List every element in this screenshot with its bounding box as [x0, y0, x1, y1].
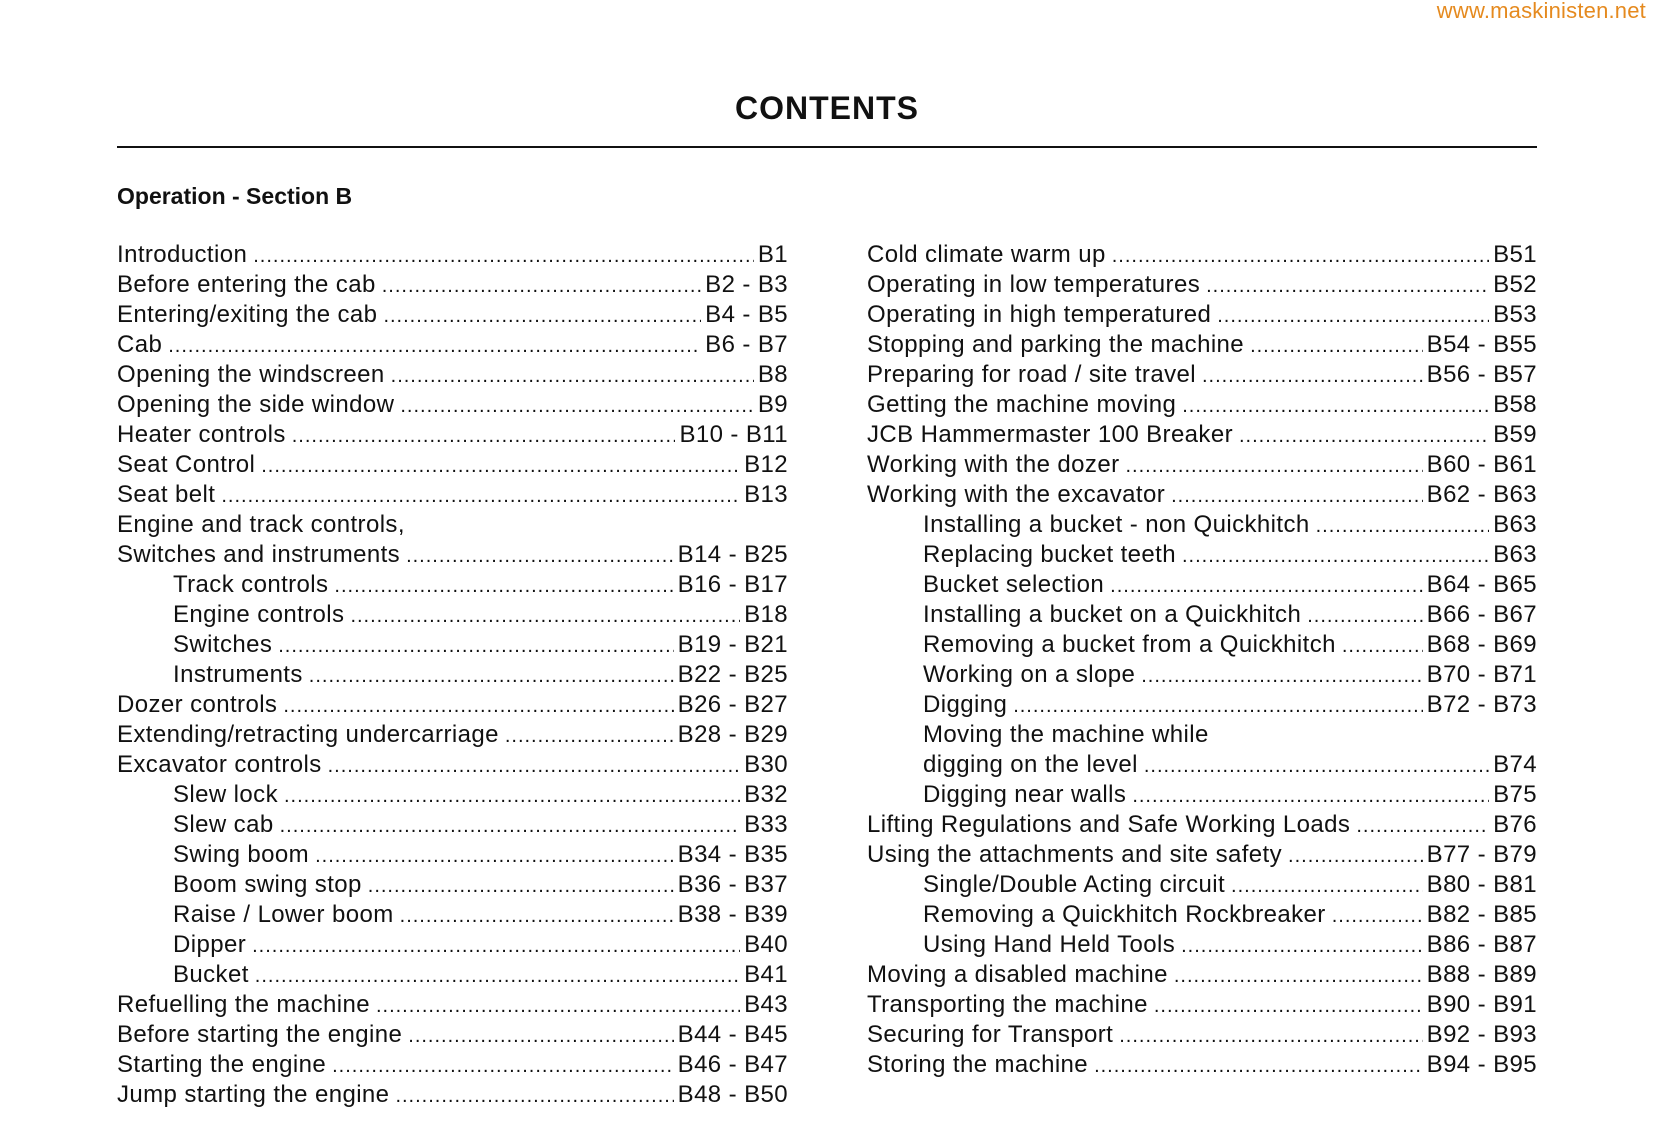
toc-entry-label: Slew cab — [173, 811, 274, 838]
toc-entry[interactable] — [117, 300, 788, 330]
dot-leader — [1342, 630, 1423, 661]
toc-entry[interactable] — [117, 750, 788, 780]
toc-entry-page: B77 - B79 — [1426, 841, 1537, 868]
toc-entry-page: B80 - B81 — [1426, 871, 1537, 898]
dot-leader — [1239, 420, 1489, 451]
dot-leader — [1316, 510, 1489, 541]
toc-entry-label: Jump starting the engine — [117, 1081, 390, 1108]
dot-leader — [505, 720, 674, 751]
toc-entry-page: B36 - B37 — [677, 871, 788, 898]
dot-leader — [395, 1080, 673, 1111]
toc-entry[interactable] — [867, 840, 1537, 870]
toc-entry-label: Working on a slope — [923, 661, 1136, 688]
toc-entry-page: B6 - B7 — [705, 331, 788, 358]
toc-entry-page: B34 - B35 — [677, 841, 788, 868]
toc-entry[interactable] — [117, 450, 788, 480]
toc-entry-page: B28 - B29 — [677, 721, 788, 748]
toc-entry-label: Securing for Transport — [867, 1021, 1114, 1048]
toc-entry-page: B64 - B65 — [1426, 571, 1537, 598]
toc-entry-page: B19 - B21 — [677, 631, 788, 658]
toc-entry[interactable] — [867, 600, 1537, 630]
toc-entry-label: Replacing bucket teeth — [923, 541, 1176, 568]
toc-entry-label: Getting the machine moving — [867, 391, 1177, 418]
dot-leader — [1112, 240, 1489, 271]
dot-leader — [400, 390, 753, 421]
toc-entry-page: B76 — [1493, 811, 1537, 838]
toc-entry-page: B13 — [744, 481, 788, 508]
toc-entry-label: Instruments — [173, 661, 303, 688]
toc-entry-page: B33 — [744, 811, 788, 838]
toc-entry-label: Removing a Quickhitch Rockbreaker — [923, 901, 1326, 928]
toc-entry[interactable] — [117, 510, 788, 540]
toc-entry-label: Heater controls — [117, 421, 286, 448]
toc-entry-page: B56 - B57 — [1426, 361, 1537, 388]
dot-leader — [221, 480, 740, 511]
dot-leader — [350, 600, 740, 631]
toc-entry-page: B4 - B5 — [705, 301, 788, 328]
toc-entry-page: B74 — [1493, 751, 1537, 778]
toc-entry-page: B86 - B87 — [1426, 931, 1537, 958]
toc-entry-label: Dozer controls — [117, 691, 278, 718]
toc-entry-page: B58 — [1493, 391, 1537, 418]
toc-entry[interactable] — [867, 480, 1537, 510]
toc-entry-label: Engine and track controls, — [117, 511, 405, 538]
toc-entry-page: B62 - B63 — [1426, 481, 1537, 508]
toc-entry-page: B22 - B25 — [677, 661, 788, 688]
toc-entry-page: B59 — [1493, 421, 1537, 448]
toc-entry-page: B16 - B17 — [677, 571, 788, 598]
toc-entry-page: B2 - B3 — [705, 271, 788, 298]
toc-entry[interactable] — [117, 630, 788, 660]
toc-entry-label: Transporting the machine — [867, 991, 1148, 1018]
dot-leader — [1125, 450, 1422, 481]
toc-entry-label: Dipper — [173, 931, 247, 958]
toc-entry[interactable] — [117, 270, 788, 300]
toc-left-column — [117, 240, 788, 1110]
dot-leader — [252, 930, 740, 961]
toc-entry-label: Switches and instruments — [117, 541, 401, 568]
toc-entry[interactable] — [117, 360, 788, 390]
toc-entry[interactable] — [117, 1020, 788, 1050]
toc-entry-label: Lifting Regulations and Safe Working Loads — [867, 811, 1351, 838]
toc-entry-label: Removing a bucket from a Quickhitch — [923, 631, 1336, 658]
toc-entry-label: Using Hand Held Tools — [923, 931, 1176, 958]
toc-entry-label: Swing boom — [173, 841, 310, 868]
toc-entry[interactable] — [867, 450, 1537, 480]
toc-entry-page: B8 — [757, 361, 788, 388]
toc-entry[interactable] — [117, 420, 788, 450]
toc-entry-label: Cab — [117, 331, 163, 358]
toc-entry-label: Before entering the cab — [117, 271, 376, 298]
toc-entry[interactable] — [867, 630, 1537, 660]
toc-entry-page: B43 — [744, 991, 788, 1018]
toc-entry-page: B60 - B61 — [1426, 451, 1537, 478]
dot-leader — [1013, 690, 1422, 721]
toc-entry-label: digging on the level — [923, 751, 1138, 778]
toc-entry[interactable] — [867, 270, 1537, 300]
toc-entry-page: B32 — [744, 781, 788, 808]
toc-entry-label: Using the attachments and site safety — [867, 841, 1283, 868]
toc-entry-page: B70 - B71 — [1426, 661, 1537, 688]
toc-entry-page: B44 - B45 — [677, 1021, 788, 1048]
toc-entry[interactable] — [867, 570, 1537, 600]
toc-entry-label: Raise / Lower boom — [173, 901, 394, 928]
dot-leader — [1154, 990, 1423, 1021]
dot-leader — [334, 570, 673, 601]
dot-leader — [1171, 480, 1423, 511]
toc-entry-label: Track controls — [173, 571, 329, 598]
dot-leader — [376, 990, 740, 1021]
toc-entry[interactable] — [117, 240, 788, 270]
toc-entry[interactable] — [117, 780, 788, 810]
toc-entry-page: B48 - B50 — [677, 1081, 788, 1108]
toc-entry-page: B54 - B55 — [1426, 331, 1537, 358]
dot-leader — [400, 900, 674, 931]
toc-entry[interactable] — [867, 660, 1537, 690]
toc-entry[interactable] — [867, 990, 1537, 1020]
toc-entry-page: B88 - B89 — [1426, 961, 1537, 988]
toc-entry[interactable] — [867, 930, 1537, 960]
toc-entry-page: B63 — [1493, 541, 1537, 568]
title-divider — [117, 146, 1537, 148]
dot-leader — [168, 330, 701, 361]
toc-entry-page: B46 - B47 — [677, 1051, 788, 1078]
toc-entry[interactable] — [117, 900, 788, 930]
toc-entry-page: B66 - B67 — [1426, 601, 1537, 628]
dot-leader — [408, 1020, 673, 1051]
toc-entry-page: B10 - B11 — [679, 421, 788, 448]
toc-entry[interactable] — [867, 300, 1537, 330]
toc-entry[interactable] — [117, 390, 788, 420]
toc-entry-page: B40 — [744, 931, 788, 958]
toc-entry[interactable] — [117, 690, 788, 720]
toc-entry[interactable] — [117, 570, 788, 600]
dot-leader — [1182, 540, 1489, 571]
dot-leader — [1119, 1020, 1422, 1051]
toc-entry-page: B51 — [1493, 241, 1537, 268]
toc-entry-label: Seat belt — [117, 481, 216, 508]
dot-leader — [1217, 300, 1489, 331]
toc-entry-label: Moving the machine while — [923, 721, 1209, 748]
toc-entry-label: Refuelling the machine — [117, 991, 370, 1018]
dot-leader — [315, 840, 674, 871]
toc-entry-label: Slew lock — [173, 781, 278, 808]
dot-leader — [332, 1050, 674, 1081]
toc-right-column — [867, 240, 1537, 1080]
toc-entry[interactable] — [117, 930, 788, 960]
toc-entry[interactable] — [867, 240, 1537, 270]
toc-entry-label: Excavator controls — [117, 751, 322, 778]
toc-entry[interactable] — [867, 960, 1537, 990]
toc-entry-page: B1 — [757, 241, 788, 268]
toc-entry[interactable] — [117, 810, 788, 840]
dot-leader — [255, 960, 740, 991]
toc-entry-label: Seat Control — [117, 451, 256, 478]
toc-entry[interactable] — [867, 360, 1537, 390]
toc-entry-label: Switches — [173, 631, 273, 658]
toc-entry-label: Stopping and parking the machine — [867, 331, 1245, 358]
dot-leader — [1231, 870, 1423, 901]
toc-entry-page: B52 — [1493, 271, 1537, 298]
toc-entry[interactable] — [117, 990, 788, 1020]
toc-entry[interactable] — [867, 510, 1537, 540]
toc-entry[interactable] — [867, 900, 1537, 930]
toc-entry[interactable] — [117, 870, 788, 900]
dot-leader — [328, 750, 740, 781]
dot-leader — [1356, 810, 1489, 841]
dot-leader — [1182, 390, 1489, 421]
dot-leader — [382, 270, 701, 301]
dot-leader — [280, 810, 741, 841]
toc-entry[interactable] — [867, 780, 1537, 810]
toc-entry[interactable] — [867, 1020, 1537, 1050]
toc-entry-label: Digging near walls — [923, 781, 1127, 808]
toc-entry-page: B72 - B73 — [1426, 691, 1537, 718]
toc-entry-label: Working with the dozer — [867, 451, 1120, 478]
toc-entry-page: B14 - B25 — [677, 541, 788, 568]
toc-entry-label: Opening the windscreen — [117, 361, 385, 388]
dot-leader — [368, 870, 674, 901]
toc-entry-label: Moving a disabled machine — [867, 961, 1168, 988]
toc-entry[interactable] — [117, 960, 788, 990]
dot-leader — [1202, 360, 1423, 391]
toc-entry-label: Preparing for road / site travel — [867, 361, 1196, 388]
toc-entry-label: Digging — [923, 691, 1008, 718]
toc-entry-page: B94 - B95 — [1426, 1051, 1537, 1078]
toc-entry-label: Entering/exiting the cab — [117, 301, 378, 328]
dot-leader — [278, 630, 673, 661]
toc-entry-page: B82 - B85 — [1426, 901, 1537, 928]
toc-entry[interactable] — [867, 750, 1537, 780]
toc-entry-label: JCB Hammermaster 100 Breaker — [867, 421, 1233, 448]
toc-entry-label: Before starting the engine — [117, 1021, 403, 1048]
dot-leader — [1250, 330, 1423, 361]
dot-leader — [1206, 270, 1489, 301]
toc-entry[interactable] — [117, 540, 788, 570]
dot-leader — [1181, 930, 1423, 961]
dot-leader — [292, 420, 676, 451]
toc-entry-label: Cold climate warm up — [867, 241, 1106, 268]
toc-entry-page: B92 - B93 — [1426, 1021, 1537, 1048]
toc-entry-label: Installing a bucket on a Quickhitch — [923, 601, 1302, 628]
dot-leader — [383, 300, 701, 331]
dot-leader — [1174, 960, 1423, 991]
dot-leader — [283, 690, 673, 721]
toc-entry[interactable] — [867, 1050, 1537, 1080]
toc-entry[interactable] — [117, 330, 788, 360]
toc-entry-page: B30 — [744, 751, 788, 778]
toc-entry-label: Introduction — [117, 241, 248, 268]
toc-entry[interactable] — [117, 840, 788, 870]
toc-entry-label: Boom swing stop — [173, 871, 362, 898]
dot-leader — [1110, 570, 1422, 601]
toc-entry-label: Bucket — [173, 961, 249, 988]
toc-entry[interactable] — [867, 690, 1537, 720]
dot-leader — [1144, 750, 1489, 781]
toc-entry-label: Working with the excavator — [867, 481, 1166, 508]
toc-entry-label: Extending/retracting undercarriage — [117, 721, 499, 748]
toc-entry[interactable] — [867, 870, 1537, 900]
dot-leader — [1141, 660, 1422, 691]
toc-entry[interactable] — [117, 600, 788, 630]
toc-entry-label: Storing the machine — [867, 1051, 1089, 1078]
toc-entry-page: B9 — [757, 391, 788, 418]
toc-entry[interactable] — [867, 420, 1537, 450]
toc-entry-page: B41 — [744, 961, 788, 988]
toc-entry[interactable] — [867, 720, 1537, 750]
toc-entry-page: B38 - B39 — [677, 901, 788, 928]
dot-leader — [1307, 600, 1422, 631]
toc-entry-label: Operating in high temperatured — [867, 301, 1212, 328]
dot-leader — [253, 240, 754, 271]
toc-entry[interactable] — [117, 660, 788, 690]
toc-entry-label: Engine controls — [173, 601, 345, 628]
toc-entry-page: B75 — [1493, 781, 1537, 808]
toc-entry[interactable] — [867, 390, 1537, 420]
dot-leader — [1132, 780, 1489, 811]
page-title: CONTENTS — [735, 90, 919, 126]
dot-leader — [284, 780, 740, 811]
toc-entry[interactable] — [117, 480, 788, 510]
dot-leader — [406, 540, 674, 571]
toc-entry-label: Starting the engine — [117, 1051, 327, 1078]
dot-leader — [261, 450, 740, 481]
toc-entry-page: B12 — [744, 451, 788, 478]
toc-entry-page: B90 - B91 — [1426, 991, 1537, 1018]
site-watermark: www.maskinisten.net — [1436, 0, 1646, 23]
dot-leader — [309, 660, 674, 691]
dot-leader — [391, 360, 754, 391]
toc-entry[interactable] — [867, 540, 1537, 570]
toc-entry-label: Installing a bucket - non Quickhitch — [923, 511, 1310, 538]
toc-entry-page: B26 - B27 — [677, 691, 788, 718]
toc-entry-label: Operating in low temperatures — [867, 271, 1201, 298]
toc-entry[interactable] — [117, 720, 788, 750]
toc-entry-label: Opening the side window — [117, 391, 395, 418]
toc-entry[interactable] — [117, 1080, 788, 1110]
toc-entry-label: Bucket selection — [923, 571, 1105, 598]
dot-leader — [1094, 1050, 1423, 1081]
toc-entry-label: Single/Double Acting circuit — [923, 871, 1226, 898]
toc-entry-page: B18 — [744, 601, 788, 628]
toc-entry-page: B63 — [1493, 511, 1537, 538]
toc-entry-page: B53 — [1493, 301, 1537, 328]
section-heading: Operation - Section B — [117, 183, 353, 209]
toc-entry[interactable] — [867, 330, 1537, 360]
toc-entry[interactable] — [117, 1050, 788, 1080]
dot-leader — [1288, 840, 1423, 871]
dot-leader — [1332, 900, 1423, 931]
toc-entry[interactable] — [867, 810, 1537, 840]
toc-entry-page: B68 - B69 — [1426, 631, 1537, 658]
